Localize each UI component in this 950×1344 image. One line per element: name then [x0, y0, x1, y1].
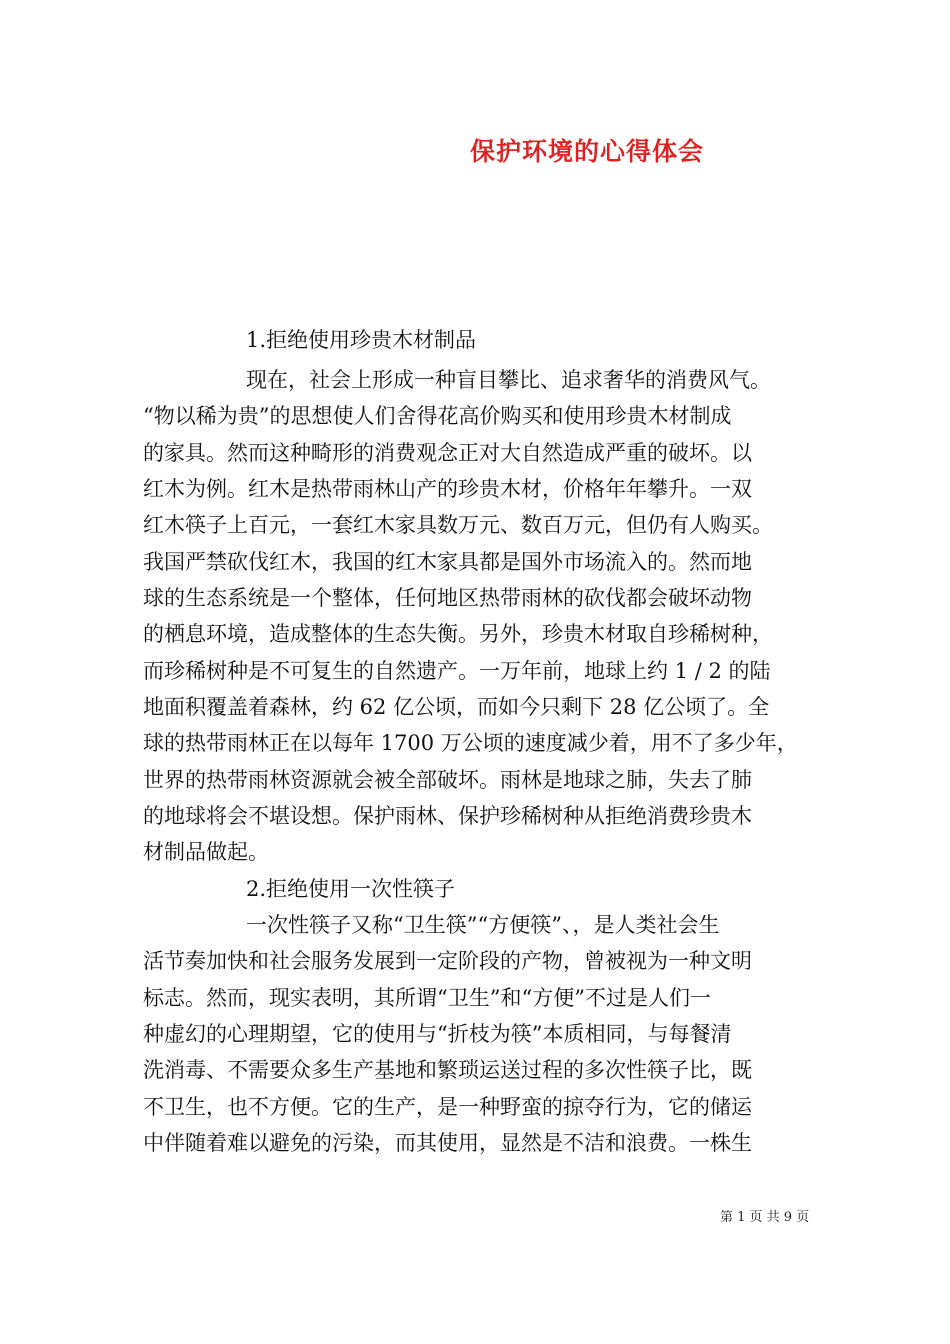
paragraph-line: 标志。然而，现实表明，其所谓“卫生”和“方便”不过是人们一: [143, 986, 711, 1010]
paragraph-line: 中伴随着难以避免的污染，而其使用，显然是不洁和浪费。一株生: [143, 1131, 752, 1155]
paragraph-line: 一次性筷子又称“卫生筷”“方便筷”、，是人类社会生: [246, 913, 720, 937]
paragraph-line: 不卫生，也不方便。它的生产，是一种野蛮的掠夺行为，它的储运: [143, 1095, 752, 1119]
paragraph-line: “物以稀为贵”的思想使人们舍得花高价购买和使用珍贵木材制成: [143, 404, 732, 428]
paragraph-line: 球的热带雨林正在以每年 1700 万公顷的速度减少着，用不了多少年，: [143, 731, 798, 755]
paragraph-line: 球的生态系统是一个整体，任何地区热带雨林的砍伐都会破坏动物: [143, 586, 752, 610]
section-1-heading: 1.拒绝使用珍贵木材制品: [246, 328, 477, 352]
paragraph-line: 的地球将会不堪设想。保护雨林、保护珍稀树种从拒绝消费珍贵木: [143, 804, 752, 828]
paragraph-line: 红木筷子上百元，一套红木家具数万元、数百万元，但仍有人购买。: [143, 513, 773, 537]
paragraph-line: 的家具。然而这种畸形的消费观念正对大自然造成严重的破坏。以: [143, 441, 752, 465]
paragraph-line: 材制品做起。: [143, 840, 269, 864]
paragraph-line: 现在，社会上形成一种盲目攀比、追求奢华的消费风气。: [246, 368, 771, 392]
section-2-heading: 2.拒绝使用一次性筷子: [246, 877, 456, 901]
paragraph-line: 的栖息环境，造成整体的生态失衡。另外，珍贵木材取自珍稀树种，: [143, 622, 773, 646]
paragraph-line: 我国严禁砍伐红木，我国的红木家具都是国外市场流入的。然而地: [143, 550, 752, 574]
paragraph-line: 种虚幻的心理期望，它的使用与“折枝为筷”本质相同，与每餐清: [143, 1022, 732, 1046]
paragraph-line: 地面积覆盖着森林，约 62 亿公顷，而如今只剩下 28 亿公顷了。全: [143, 695, 770, 719]
document-title: 保护环境的心得体会: [470, 137, 705, 166]
paragraph-line: 洗消毒、不需要众多生产基地和繁琐运送过程的多次性筷子比，既: [143, 1058, 752, 1082]
paragraph-line: 世界的热带雨林资源就会被全部破坏。雨林是地球之肺，失去了肺: [143, 768, 752, 792]
paragraph-line: 活节奏加快和社会服务发展到一定阶段的产物，曾被视为一种文明: [143, 949, 752, 973]
paragraph-line: 红木为例。红木是热带雨林山产的珍贵木材，价格年年攀升。一双: [143, 477, 752, 501]
page-number-footer: 第 1 页 共 9 页: [720, 1210, 810, 1225]
paragraph-line: 而珍稀树种是不可复生的自然遗产。一万年前，地球上约 1 / 2 的陆: [143, 659, 771, 683]
